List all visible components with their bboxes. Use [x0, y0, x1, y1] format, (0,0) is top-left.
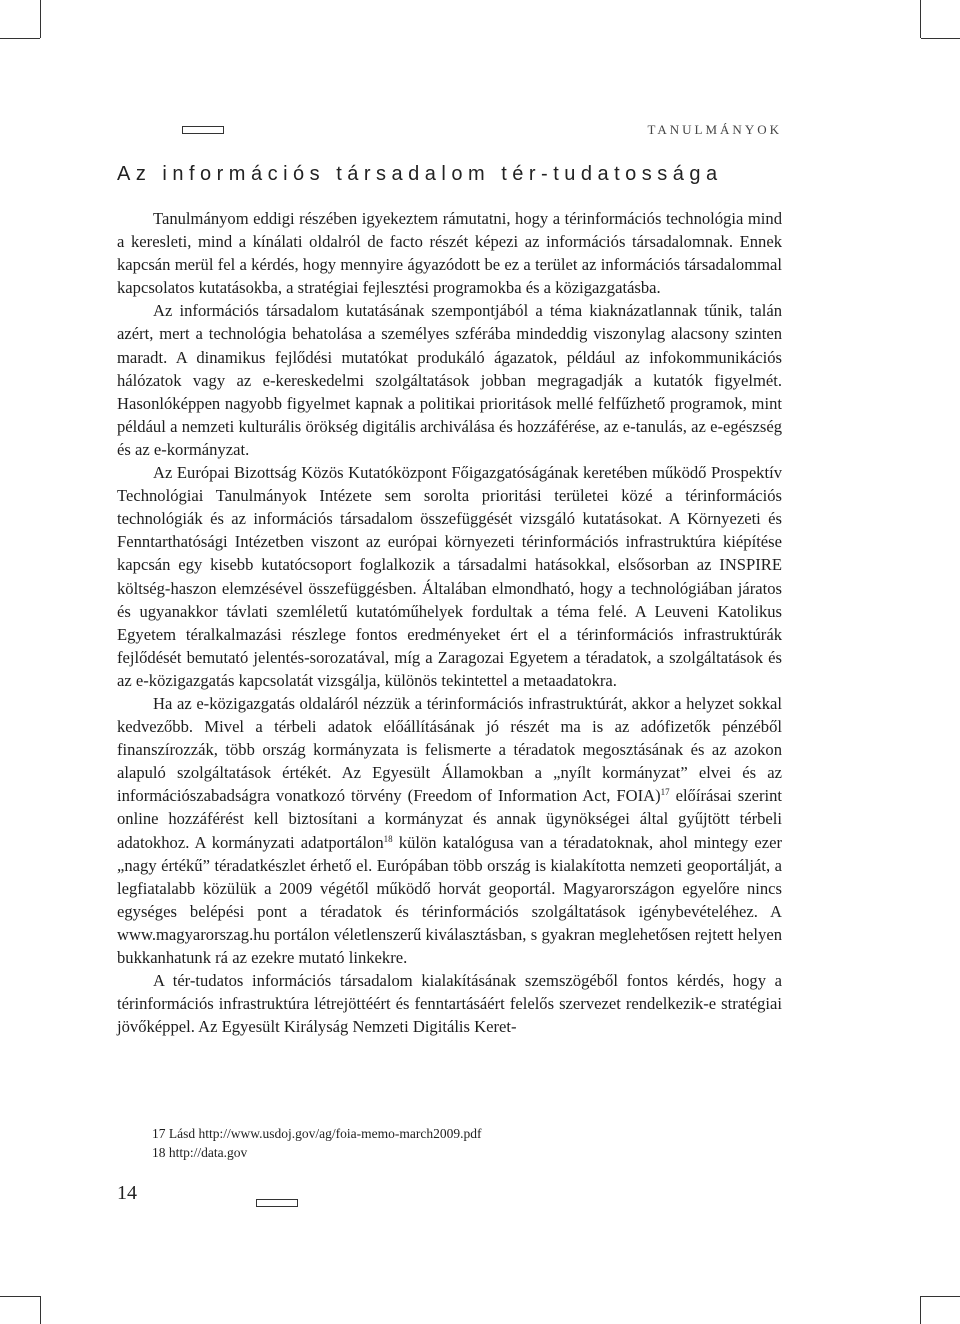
header-bar-ornament — [182, 126, 224, 134]
paragraph-text: A tér-tudatos információs társadalom kialakításának szemszögéből fontos kérdés, hogy a térinformációs infrastruktúra létrejöttéért és fenntartásáért felelős szervezet rendelkezik-e stratégiai jövőképpel. Az Egyesült Királyság Nemzeti Digitális Keret- — [117, 971, 782, 1037]
article-title: Az információs társadalom tér-tudatossága — [117, 163, 723, 185]
paragraph-text: előírásai szerint online hozzáférést kell biztosítani a kormányzat és annak ügynökségei által gyűjtött térbeli adatokhoz. A kormányzati adatportálon — [117, 786, 782, 852]
paragraph-5 — [117, 969, 782, 1038]
crop-mark-top-left-h — [0, 38, 40, 39]
paragraph-3 — [117, 461, 782, 692]
footnote-18: 18 http://data.gov — [152, 1145, 248, 1160]
crop-mark-bottom-left-h — [0, 1296, 40, 1297]
article-body — [117, 207, 782, 1038]
crop-mark-bottom-right-h — [921, 1296, 960, 1297]
footnote-17: 17 Lásd http://www.usdoj.gov/ag/foia-memo-march2009.pdf — [152, 1126, 482, 1141]
page-number: 14 — [117, 1182, 137, 1204]
crop-mark-bottom-left — [40, 1296, 41, 1324]
paragraph-text: külön katalógusa van a téradatoknak, ahol mintegy ezer „nagy értékű” téradatkészlet érhető el. Európában több ország is kialakította nemzeti geoportálját, a legfiatalabb közülük a 2009 végétől működő horvát geoportál. Magyarországon egyelőre nincs egységes belépési pont a téradatok és térinformációs szolgáltatások igénybevételéhez. A www.magyarorszag.hu portálon véletlenszerű kiválasztásban, s gyakran meglehetősen rejtett helyen bukkanhatunk rá az ezekre mutató linkekre. — [117, 832, 782, 967]
footnote-ref-18[interactable]: 18 — [383, 833, 393, 844]
paragraph-4 — [117, 692, 782, 969]
crop-mark-top-left — [40, 0, 41, 38]
footnotes — [152, 1124, 752, 1162]
footer-bar-ornament — [256, 1199, 298, 1207]
paragraph-text: Az információs társadalom kutatásának szempontjából a téma kiaknázatlannak tűnik, talán azért, mert a technológia behatolása a személyes szférába mindeddig viszonylag alacsony szinten maradt. A dinamikus fejlődési mutatókat produkáló ágazatok, például az infokommunikációs hálózatok vagy az e-kereskedelmi szolgáltatások jobban megragadják a kutatók figyelmét. Hasonlóképpen nagyobb figyelmet kapnak a politikai prioritások mellé felfűzhető programok, mint például a nemzeti kulturális örökség digitális archiválása és hozzáférése, az e-tanulás, az e-egészség és az e-kormányzat. — [117, 301, 782, 459]
paragraph-text: Az Európai Bizottság Közös Kutatóközpont Főigazgatóságának keretében működő Prospektív Technológiai Tanulmányok Intézete sem sorolta prioritási területei közé a térinformációs technológiák és az információs társadalom összefüggését vizsgáló kutatásokat. A Környezeti és Fenntarthatósági Intézetben viszont az európai környezeti térinformációs infrastruktúra kiépítése kapcsán egy kisebb kutatócsoport foglalkozik a társadalmi hatásokkal, elsősorban az INSPIRE költség-haszon elemzésével összefüggésben. Általában elmondható, hogy a technológiában járatos és ugyanakkor távlati szemléletű kutatóműhelyek fordultak a téma felé. A Leuveni Katolikus Egyetem téralkalmazási részlege fontos eredményeket ért el a térinformációs infrastruktúrák fejlődését bemutató jelentés-sorozatával, míg a Zaragozai Egyetem a téradatok, a szolgáltatások és az e-közigazgatás kapcsolatát vizsgálja, különös tekintettel a metaadatokra. — [117, 463, 782, 690]
section-label: TANULMÁNYOK — [647, 122, 782, 137]
paragraph-2 — [117, 299, 782, 461]
crop-mark-bottom-right — [920, 1296, 921, 1324]
crop-mark-top-right — [920, 0, 921, 38]
crop-mark-top-right-h — [921, 38, 960, 39]
footnote-ref-17[interactable]: 17 — [660, 787, 670, 798]
paragraph-text: Ha az e-közigazgatás oldaláról nézzük a térinformációs infrastruktúrát, akkor a helyzet sokkal kedvezőbb. Mivel a térbeli adatok előállításának jó részét ma is az adófizetők pénzéből finanszírozzák, több ország kormányzata is felismerte a téradatok megosztásának és az azokon alapuló szolgáltatások értékét. Az Egyesült Államokban a „nyílt kormányzat” elvei és az információszabadságra vonatkozó törvény (Freedom of Information Act, FOIA) — [117, 693, 782, 806]
paragraph-text: Tanulmányom eddigi részében igyekeztem rámutatni, hogy a térinformációs technológia mind a keresleti, mind a kínálati oldalról de facto részét képezi az információs társadalomnak. Ennek kapcsán merül fel a kérdés, hogy mennyire ágyazódott be ez a terület az információs társadalommal kapcsolatos kutatásokba, a stratégiai fejlesztési programokba és a közigazgatásba. — [117, 209, 782, 298]
paragraph-1 — [117, 207, 782, 299]
